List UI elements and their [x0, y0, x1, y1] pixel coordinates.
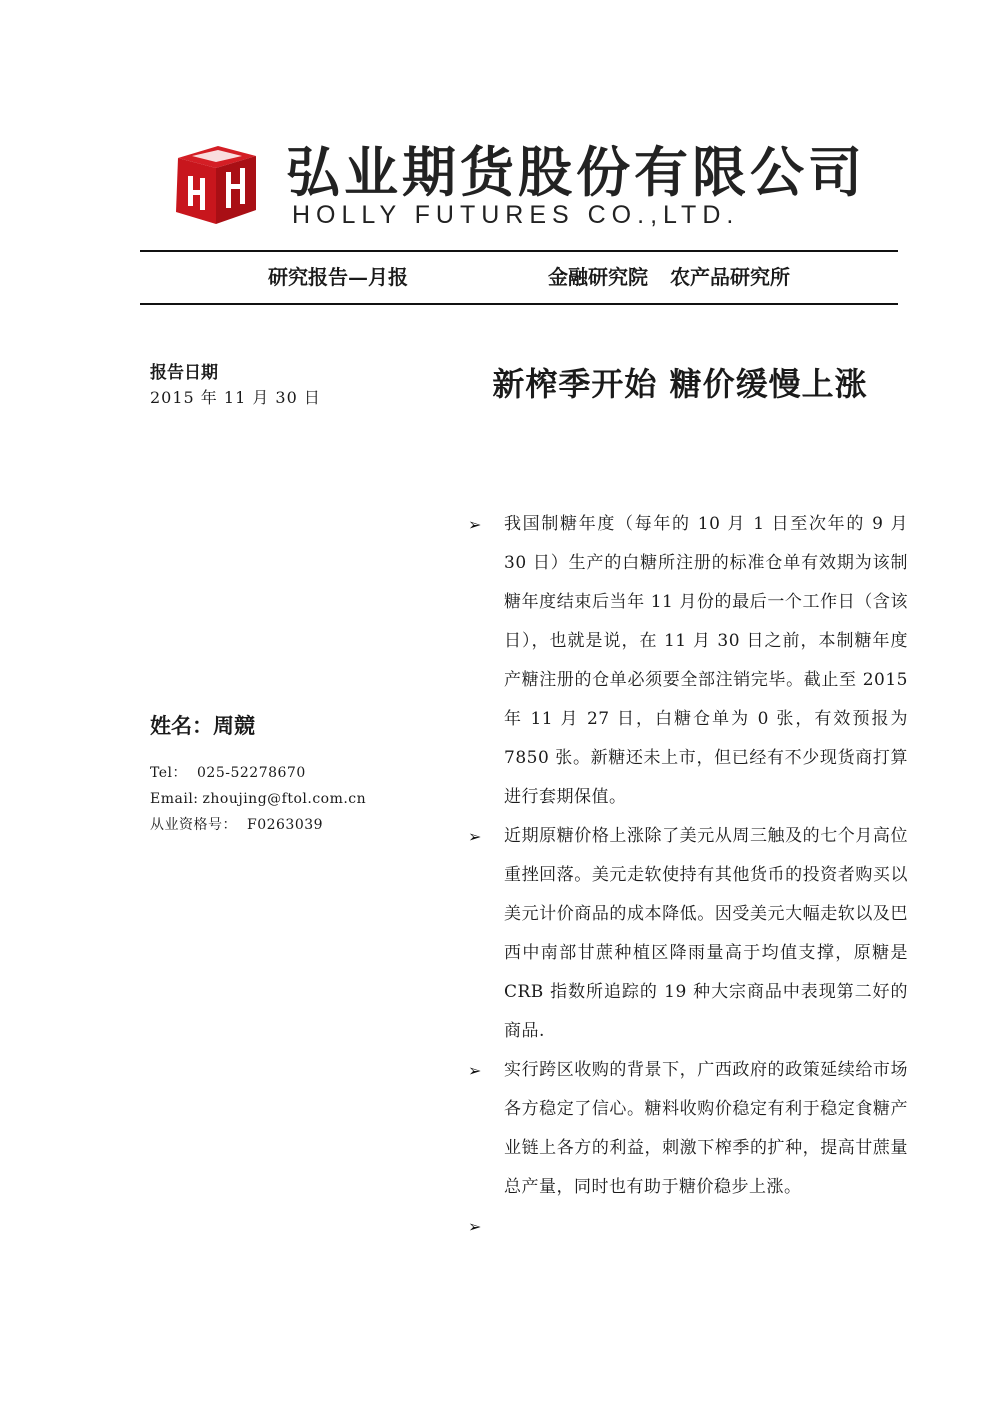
institutes — [548, 263, 790, 291]
report-date-label: 报告日期 — [150, 363, 218, 383]
company-name-en: HOLLY FUTURES CO.,LTD. — [292, 201, 740, 229]
author-name — [150, 711, 255, 741]
bullet-text: 实行跨区收购的背景下，广西政府的政策延续给市场各方稳定了信心。糖料收购价稳定有利于稳定食糖产业链上各方的利益，刺激下榨季的扩种，提高甘蔗量总产量，同时也有助于糖价稳步上涨。 — [504, 1060, 908, 1197]
report-title: 新榨季开始 糖价缓慢上涨 — [492, 365, 868, 403]
list-item — [468, 817, 908, 1051]
email-value: zhoujing@ftol.com.cn — [202, 791, 367, 807]
bullet-text: 近期原糖价格上涨除了美元从周三触及的七个月高位重挫回落。美元走软使持有其他货币的投资者购买以美元计价商品的成本降低。因受美元大幅走软以及巴西中南部甘蔗种植区降雨量高于均值支撑，原糖是 CRB 指数所追踪的 19 种大宗商品中表现第二好的商品. — [504, 826, 908, 1041]
email-line — [150, 786, 366, 812]
bullet-text: 我国制糖年度（每年的 10 月 1 日至次年的 9 月 30 日）生产的白糖所注册的标准仓单有效期为该制糖年度结束后当年 11 月份的最后一个工作日（含该日），也就是说，在 11 月 30 日之前，本制糖年度产糖注册的仓单必须要全部注销完毕。截止至 2015 年 11 月 27 日，白糖仓单为 0 张，有效预报为 7850 张。新糖还未上市，但已经有不少现货商打算进行套期保值。 — [504, 514, 908, 807]
author-name-label: 姓名： — [150, 713, 213, 738]
company-logo — [168, 140, 868, 230]
license-line — [150, 812, 366, 838]
arrowhead-bullet-icon: ➢ — [468, 1217, 482, 1236]
summary-bullets — [468, 505, 908, 1246]
header-top-rule — [140, 250, 898, 252]
report-date: 2015 年 11 月 30 日 — [150, 388, 321, 407]
company-name-cn: 弘业期货股份有限公司 — [286, 140, 866, 204]
institute-agriculture: 农产品研究所 — [670, 265, 790, 289]
tel-value: 025-52278670 — [197, 765, 306, 781]
arrowhead-bullet-icon: ➢ — [468, 827, 482, 846]
holly-cube-logo-icon — [168, 140, 260, 226]
license-label: 从业资格号： — [150, 817, 237, 833]
report-type: 研究报告—月报 — [268, 265, 408, 289]
license-value: F0263039 — [247, 817, 324, 833]
author-contact — [150, 760, 366, 838]
list-item — [468, 1207, 908, 1246]
list-item — [468, 1051, 908, 1207]
header-bottom-rule — [140, 303, 898, 305]
tel-line — [150, 760, 366, 786]
arrowhead-bullet-icon: ➢ — [468, 515, 482, 534]
email-label: Email: — [150, 791, 199, 807]
list-item — [468, 505, 908, 817]
author-name-value: 周競 — [213, 713, 255, 738]
arrowhead-bullet-icon: ➢ — [468, 1061, 482, 1080]
tel-label: Tel： — [150, 765, 188, 781]
institute-finance: 金融研究院 — [548, 265, 648, 289]
